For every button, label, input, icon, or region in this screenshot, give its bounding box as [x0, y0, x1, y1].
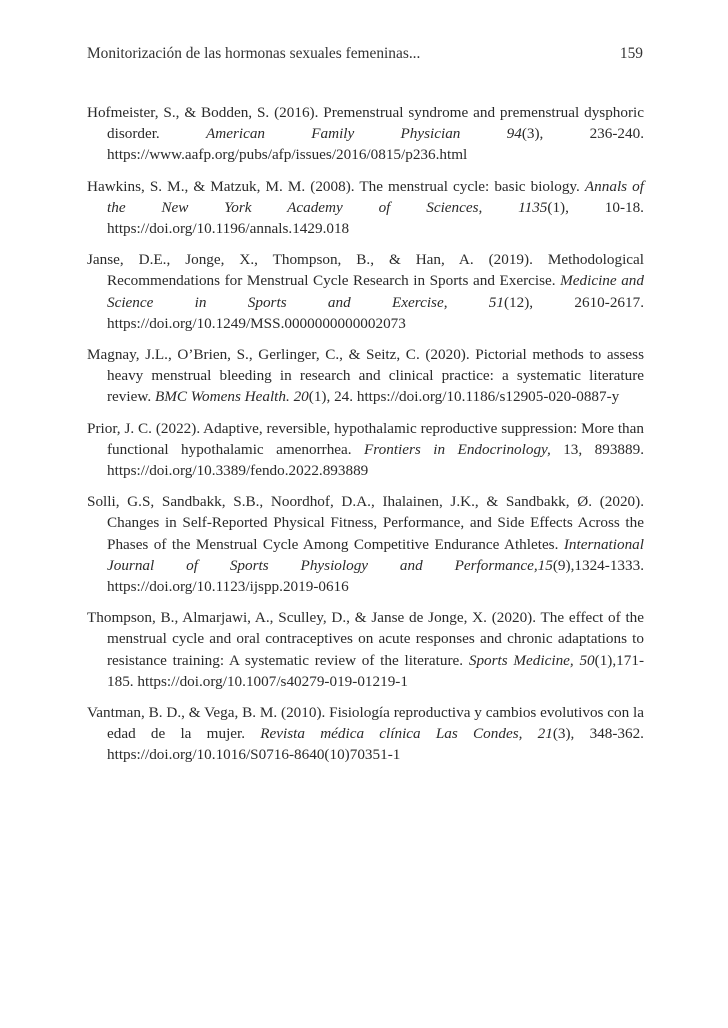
page-number: 159 [619, 45, 643, 62]
reference-journal: Sports Medicine, 50 [468, 651, 595, 669]
reference-journal: American Family Physician 94 [205, 125, 522, 143]
reference-entry [87, 249, 644, 334]
reference-separator: , [443, 293, 489, 311]
reference-journal: Revista médica clínica Las Condes, 21 [260, 725, 553, 743]
reference-entry [87, 607, 644, 692]
reference-entry [87, 702, 644, 766]
reference-details: 13, 893889. https://doi.org/10.3389/fendo.2022.893889 [107, 440, 644, 480]
running-title: Monitorización de las hormonas sexuales femeninas... [87, 45, 421, 62]
reference-text: Vantman, B. D., & Vega, B. M. (2010). Fisiología reproductiva y cambios evolutivos con la edad de la mujer. [87, 704, 644, 743]
reference-details: (12), 2610-2617. https://doi.org/10.1249/MSS.0000000000002073 [107, 293, 644, 332]
reference-text: Janse, D.E., Jonge, X., Thompson, B., & Han, A. (2019). Methodological Recommendations for Menstrual Cycle Research in Sports and Exercise. [87, 251, 644, 290]
reference-entry [87, 418, 644, 482]
reference-text: Hawkins, S. M., & Matzuk, M. M. (2008). The menstrual cycle: basic biology. [87, 177, 585, 195]
reference-journal: Medicine and Science in Sports and Exercise [107, 272, 644, 311]
reference-text: Hofmeister, S., & Bodden, S. (2016). Premenstrual syndrome and premenstrual dysphoric disorder. [87, 104, 644, 143]
reference-entry [87, 344, 644, 408]
reference-volume: 51 [488, 293, 504, 311]
reference-journal: International Journal of Sports Physiology and Performance,15 [107, 535, 644, 574]
reference-journal: Annals of the New York Academy of Sciences, 1135 [107, 177, 644, 216]
reference-list [87, 102, 644, 776]
reference-journal: BMC Womens Health. 20 [154, 388, 309, 406]
reference-details: (3), 236-240. https://www.aafp.org/pubs/afp/issues/2016/0815/p236.html [107, 125, 644, 164]
reference-entry [87, 491, 644, 597]
reference-details: (1), 10-18. https://doi.org/10.1196/annals.1429.018 [107, 198, 644, 238]
reference-text: Prior, J. C. (2022). Adaptive, reversible, hypothalamic reproductive suppression: More than functional hypothalamic amenorrhea. [87, 419, 644, 458]
reference-text: Magnay, J.L., O’Brien, S., Gerlinger, C., & Seitz, C. (2020). Pictorial methods to assess heavy menstrual bleeding in research and clinical practice: a systematic literature review. [87, 346, 644, 406]
reference-details: (1),171-185. https://doi.org/10.1007/s40279-019-01219-1 [107, 651, 645, 690]
reference-entry [87, 102, 644, 166]
reference-details: (9),1324-1333. https://doi.org/10.1123/ijspp.2019-0616 [107, 556, 644, 596]
reference-text: Solli, G.S, Sandbakk, S.B., Noordhof, D.A., Ihalainen, J.K., & Sandbakk, Ø. (2020). Changes in Self-Reported Physical Fitness, Performance, and Side Effects Across the Phases of the Menstrual Cycle Among Competitive Endurance Athletes. [87, 493, 644, 553]
reference-journal: Frontiers in Endocrinology, [364, 440, 551, 458]
reference-text: Thompson, B., Almarjawi, A., Sculley, D., & Janse de Jonge, X. (2020). The effect of the menstrual cycle and oral contraceptives on acute responses and chronic adaptations to resistance training: A systematic review of the literature. [87, 609, 644, 669]
reference-details: (1), 24. https://doi.org/10.1186/s12905-020-0887-y [308, 388, 620, 406]
running-header [87, 44, 643, 64]
reference-details: (3), 348-362. https://doi.org/10.1016/S0716-8640(10)70351-1 [107, 725, 644, 764]
reference-entry [87, 176, 644, 240]
